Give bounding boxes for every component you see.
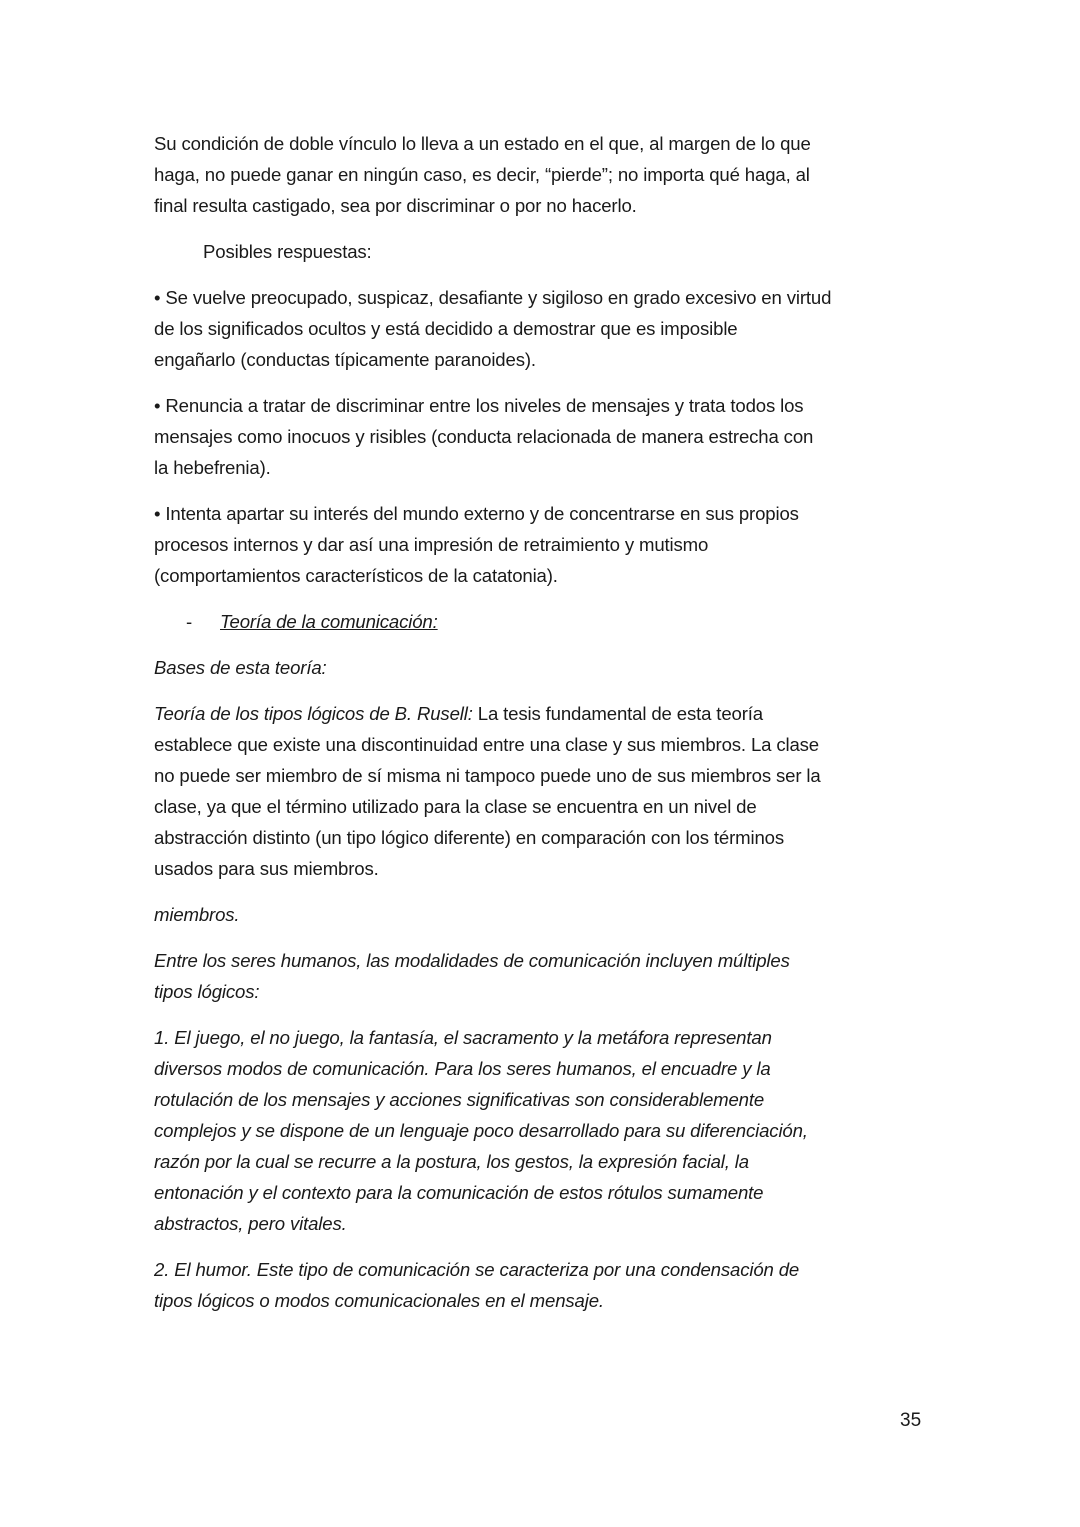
russell-paragraph [154, 698, 934, 884]
document-body [154, 128, 934, 1331]
text-line: complejos y se dispone de un lenguaje poco desarrollado para su diferenciación, [154, 1120, 808, 1141]
text-line: abstracción distinto (un tipo lógico diferente) en comparación con los términos [154, 827, 784, 848]
text-line: Entre los seres humanos, las modalidades de comunicación incluyen múltiples [154, 950, 790, 971]
text-line: entonación y el contexto para la comunicación de estos rótulos sumamente [154, 1182, 764, 1203]
text-line: 1. El juego, el no juego, la fantasía, el sacramento y la metáfora representan [154, 1027, 772, 1048]
text-line: la hebefrenia). [154, 457, 271, 478]
text-line: rotulación de los mensajes y acciones significativas son considerablemente [154, 1089, 765, 1110]
section-heading [154, 606, 934, 637]
text-line: diversos modos de comunicación. Para los seres humanos, el encuadre y la [154, 1058, 771, 1079]
page-number: 35 [900, 1410, 922, 1431]
bases-label: Bases de esta teoría: [154, 657, 327, 678]
text-line: establece que existe una discontinuidad entre una clase y sus miembros. La clase [154, 734, 820, 755]
bullet-catatonia [154, 498, 934, 591]
entre-paragraph [154, 945, 934, 1007]
possible-responses-label: Posibles respuestas: [203, 241, 372, 262]
text-line: de los significados ocultos y está decidido a demostrar que es imposible [154, 318, 738, 339]
russell-label: Teoría de los tipos lógicos de B. Rusell: [154, 703, 473, 724]
text-line: La tesis fundamental de esta teoría [472, 703, 763, 724]
text-line: usados para sus miembros. [154, 858, 379, 879]
dash-marker: - [186, 611, 193, 632]
text-line: (comportamientos característicos de la catatonia). [154, 565, 558, 586]
text-line: mensajes como inocuos y risibles (conducta relacionada de manera estrecha con [154, 426, 814, 447]
numbered-item-2 [154, 1254, 934, 1316]
text-line: 2. El humor. Este tipo de comunicación se caracteriza por una condensación de [154, 1259, 800, 1280]
text-line: clase, ya que el término utilizado para la clase se encuentra en un nivel de [154, 796, 757, 817]
bullet-hebephrenia [154, 390, 934, 483]
text-line: procesos internos y dar así una impresión de retraimiento y mutismo [154, 534, 709, 555]
paragraph-double-bind [154, 128, 934, 221]
text-line: no puede ser miembro de sí misma ni tampoco puede uno de sus miembros ser la [154, 765, 821, 786]
text-line: razón por la cual se recurre a la postura, los gestos, la expresión facial, la [154, 1151, 749, 1172]
text-line: engañarlo (conductas típicamente paranoides). [154, 349, 536, 370]
heading-text: Teoría de la comunicación: [220, 611, 438, 632]
text-line: • Renuncia a tratar de discriminar entre los niveles de mensajes y trata todos los [154, 395, 804, 416]
text-line: • Intenta apartar su interés del mundo externo y de concentrarse en sus propios [154, 503, 799, 524]
text-line: tipos lógicos o modos comunicacionales en el mensaje. [154, 1290, 604, 1311]
text-line: haga, no puede ganar en ningún caso, es decir, “pierde”; no importa qué haga, al [154, 164, 810, 185]
text-line: tipos lógicos: [154, 981, 260, 1002]
numbered-item-1 [154, 1022, 934, 1239]
text-line: • Se vuelve preocupado, suspicaz, desafiante y sigiloso en grado excesivo en virtud [154, 287, 832, 308]
bullet-paranoid [154, 282, 934, 375]
text-line: final resulta castigado, sea por discriminar o por no hacerlo. [154, 195, 637, 216]
text-line: abstractos, pero vitales. [154, 1213, 347, 1234]
text-line: Su condición de doble vínculo lo lleva a un estado en el que, al margen de lo que [154, 133, 811, 154]
miembros-line: miembros. [154, 904, 240, 925]
